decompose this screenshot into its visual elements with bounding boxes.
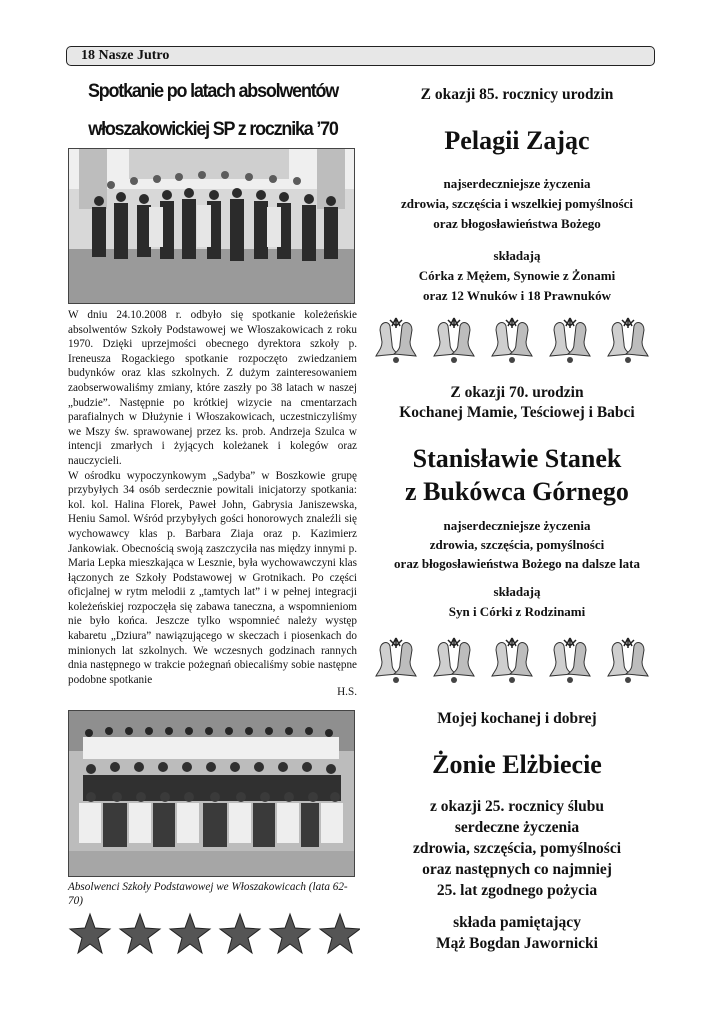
greeting-1-name: Pelagii Zając bbox=[444, 126, 590, 155]
bell-icon bbox=[492, 318, 532, 363]
greeting-2-occasion: Kochanej Mamie, Teściowej i Babci bbox=[399, 404, 635, 421]
bells-decoration bbox=[372, 312, 662, 368]
greeting-1-from-label: składają bbox=[493, 248, 541, 263]
bells-decoration bbox=[372, 632, 662, 688]
greeting-2-wishes: najserdeczniejsze życzenia bbox=[443, 518, 591, 533]
star-icon bbox=[320, 914, 360, 953]
greeting-1-from: oraz 12 Wnuków i 18 Prawnuków bbox=[423, 288, 611, 303]
greeting-3-from-label: składa pamiętający bbox=[453, 914, 581, 931]
headline-line-1: Spotkanie po latach absolwentów bbox=[87, 80, 339, 102]
greeting-3-name: Żonie Elżbiecie bbox=[432, 750, 602, 779]
bell-icon bbox=[376, 318, 416, 363]
star-icon bbox=[120, 914, 160, 953]
greeting-1-from: Córka z Mężem, Synowie z Żonami bbox=[418, 268, 616, 283]
greeting-2-from: Syn i Córki z Rodzinami bbox=[448, 604, 586, 619]
photo-caption: Absolwenci Szkoły Podstawowej we Włoszakowicach (lata 62-70) bbox=[68, 881, 348, 907]
greeting-2-name: Stanisławie Stanek bbox=[412, 444, 622, 473]
greeting-3-from: Mąż Bogdan Jawornicki bbox=[436, 935, 598, 952]
class-photo bbox=[68, 710, 355, 877]
greeting-2-occasion: Z okazji 70. urodzin bbox=[450, 384, 584, 401]
greeting-1-wishes: najserdeczniejsze życzenia bbox=[443, 176, 591, 191]
greeting-2-wishes: oraz błogosławieństwa Bożego na dalsze lata bbox=[394, 556, 640, 571]
reunion-photo bbox=[68, 148, 355, 304]
page-label: 18 Nasze Jutro bbox=[81, 48, 170, 63]
star-icon bbox=[220, 914, 260, 953]
greeting-3-line: 25. lat zgodnego pożycia bbox=[436, 882, 598, 899]
bell-icon bbox=[376, 638, 416, 683]
bell-icon bbox=[434, 638, 474, 683]
bell-icon bbox=[550, 318, 590, 363]
bell-icon bbox=[608, 638, 648, 683]
bell-icon bbox=[434, 318, 474, 363]
greeting-3-line: serdeczne życzenia bbox=[454, 819, 580, 836]
star-icon bbox=[70, 914, 110, 953]
greeting-1-wishes: oraz błogosławieństwa Bożego bbox=[433, 216, 601, 231]
greeting-3-line: z okazji 25. rocznicy ślubu bbox=[429, 798, 605, 815]
star-icon bbox=[170, 914, 210, 953]
article-headline bbox=[68, 72, 358, 148]
article-body bbox=[68, 308, 357, 687]
page-header bbox=[66, 46, 655, 66]
article-signature: H.S. bbox=[337, 686, 357, 698]
article-paragraph: W dniu 24.10.2008 r. odbyło się spotkanie koleżeńskie absolwentów Szkoły Podstawowej we Włoszakowicach z roku 1970. Dzięki uprzejmości obecnego dyrektora szkoły p. Ireneusza Rogackiego spotkanie rozpoczęto zwiedzaniem budynków oraz klas szkolnych. Z dużym zainteresowaniem zaobserwowaliśmy zmiany, które zaszły po 38 latach w naszej „budzie”. Następnie po krótkiej wizycie na cmentarzach parafialnych w Dłużynie i Włoszakowicach, uczestniczyliśmy we Mszy św. sprawowanej przez ks. prob. Andrzeja Szulca w intencji zmarłych i żyjących koleżanek i kolegów oraz nauczycieli. bbox=[68, 309, 357, 467]
star-decoration bbox=[68, 912, 360, 956]
bell-icon bbox=[550, 638, 590, 683]
greeting-3-intro: Mojej kochanej i dobrej bbox=[437, 710, 597, 727]
article-paragraph: W ośrodku wypoczynkowym „Sadyba” w Boszkowie grupę przybyłych 34 osób serdecznie powitali inicjatorzy spotkania: kol. kol. Halina Florek, Paweł John, Gabrysia Janiszewska, Heniu Samol. Wśród przybyłych gości honorowych znaleźli się wychowawcy klas p. Barbara Ziaja oraz p. Kazimierz Jankowiak. Obecnością swoją zaszczyciła nas między innymi p. Maria Lepka mieszkająca w Lesznie, była wychowawczyni klas łączonych ze Szkoły Podstawowej w Grotnikach. Po części oficjalnej w rytm melodii z „tamtych lat” i w pełnej integracji koleżeńskiej rozpoczęła się zabawa taneczna, a wspomnieniom nie było końca. Jeszcze tylko wspomnieć należy występ kabaretu „Dziura” nawiązującego w skeczach i piosenkach do minionych lat szkolnych. We wczesnych godzinach rannych dnia następnego w trakcie pożegnań obiecaliśmy sobie następne podobne spotkanie bbox=[68, 469, 357, 686]
bell-icon bbox=[492, 638, 532, 683]
greeting-2-wishes: zdrowia, szczęścia, pomyślności bbox=[429, 537, 605, 552]
star-icon bbox=[270, 914, 310, 953]
greeting-2-name: z Bukówca Górnego bbox=[405, 477, 629, 506]
bell-icon bbox=[608, 318, 648, 363]
greeting-3-line: zdrowia, szczęścia, pomyślności bbox=[412, 840, 622, 857]
greeting-2-from-label: składają bbox=[493, 584, 541, 599]
greeting-1-wishes: zdrowia, szczęścia i wszelkiej pomyślności bbox=[401, 196, 633, 211]
greeting-1-occasion: Z okazji 85. rocznicy urodzin bbox=[420, 86, 614, 103]
greeting-3-line: oraz następnych co najmniej bbox=[422, 861, 612, 878]
headline-line-2: włoszakowickiej SP z rocznika ’70 bbox=[88, 118, 338, 140]
